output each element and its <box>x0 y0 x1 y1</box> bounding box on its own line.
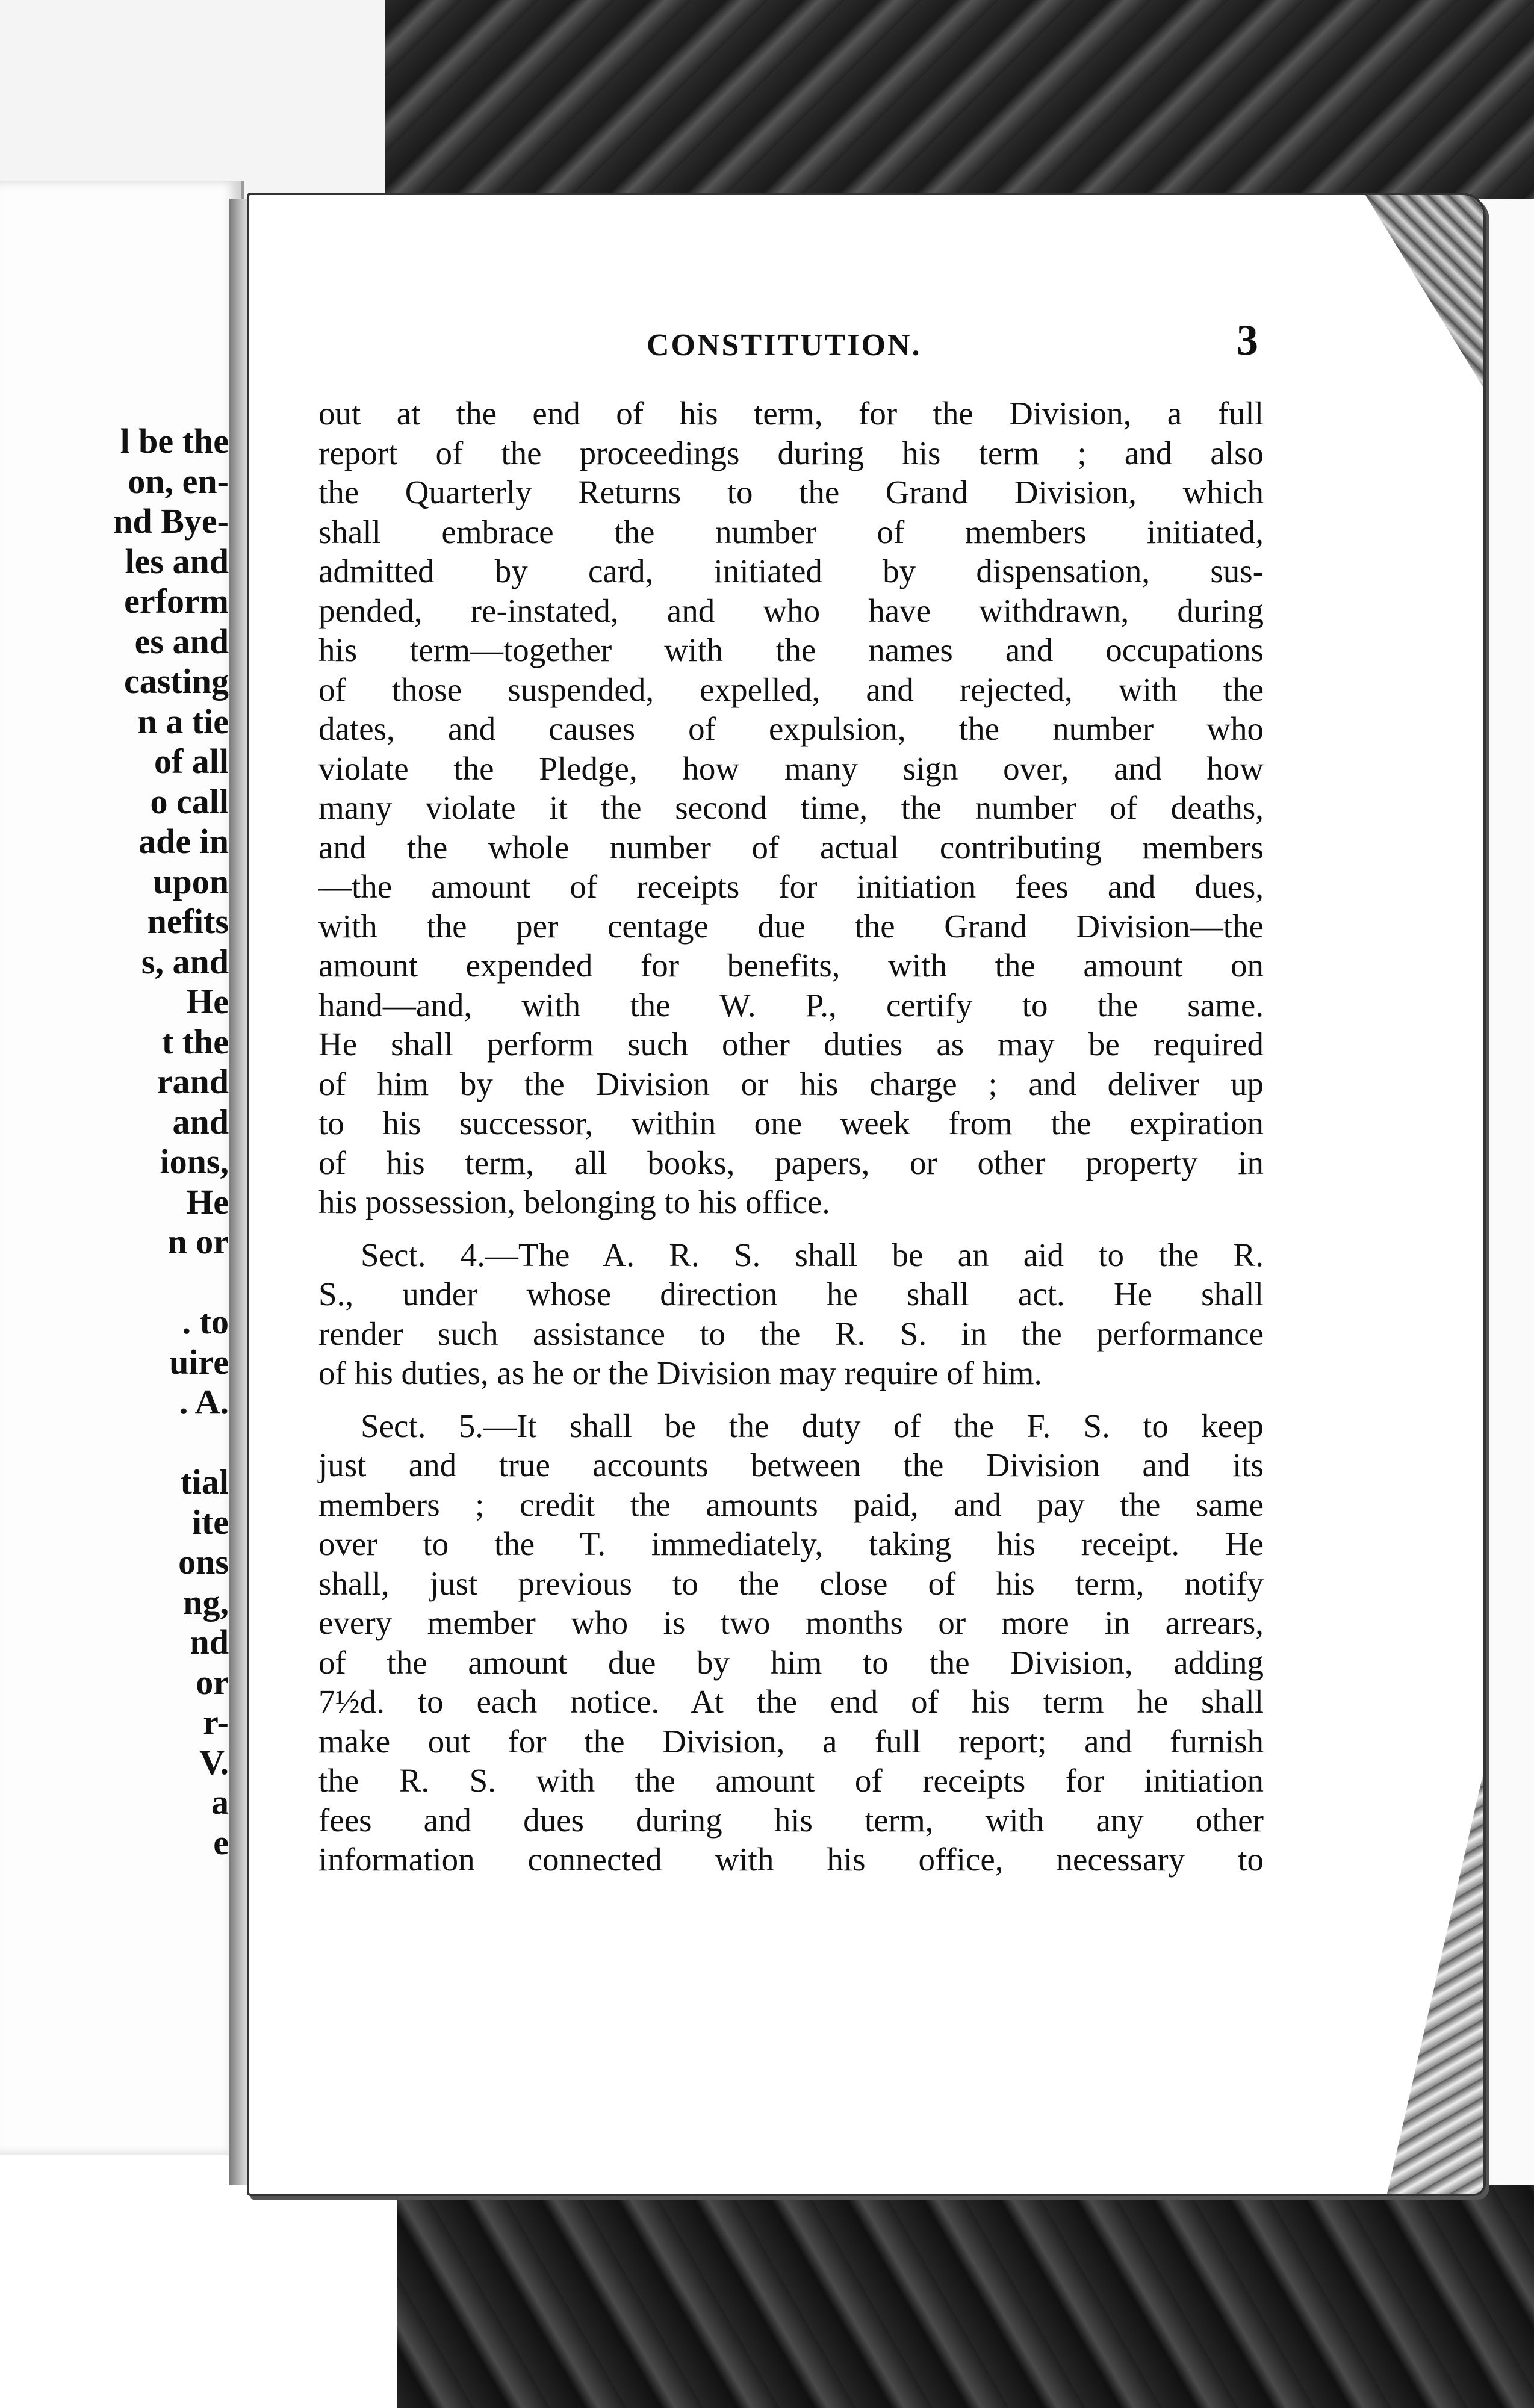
left-page-line: He <box>186 982 229 1021</box>
text-line: pended, re-instated, and who have withdrawn, during <box>318 592 1264 629</box>
left-page-line: rand <box>157 1062 229 1101</box>
text-line: fees and dues during his term, with any other <box>318 1801 1264 1839</box>
text-line: just and true accounts between the Division and its <box>318 1447 1264 1483</box>
left-page-line: ite <box>191 1502 229 1542</box>
text-line: report of the proceedings during his term ; and also <box>318 434 1264 471</box>
text-line: the R. S. with the amount of receipts for initiation <box>318 1762 1264 1799</box>
paragraph-gap <box>318 1393 1264 1406</box>
page-corner-top-right <box>1315 195 1483 388</box>
text-line: S., under whose direction he shall act. He shall <box>318 1276 1264 1312</box>
left-page-line: uire <box>169 1342 229 1382</box>
text-line: of his term, all books, papers, or other property in <box>318 1144 1264 1181</box>
left-page-line: upon <box>153 861 229 901</box>
left-page-line: ng, <box>183 1582 229 1622</box>
left-page-line: n or <box>167 1222 229 1261</box>
text-line: of the amount due by him to the Division, adding <box>318 1643 1264 1681</box>
text-line: information connected with his office, necessary to <box>318 1841 1264 1878</box>
text-line: —the amount of receipts for initiation fees and dues, <box>318 868 1264 905</box>
text-line: Sect. 5.—It shall be the duty of the F. S. to keep <box>361 1407 1264 1444</box>
text-line: shall embrace the number of members initiated, <box>318 513 1264 550</box>
text-line: 7½d. to each notice. At the end of his term he shall <box>318 1683 1264 1720</box>
text-line: the Quarterly Returns to the Grand Division, which <box>318 474 1264 510</box>
page-number: 3 <box>1237 316 1258 364</box>
left-page-line: and <box>172 1102 229 1141</box>
text-line: render such assistance to the R. S. in the performance <box>318 1315 1264 1352</box>
paragraph-gap <box>318 1222 1264 1235</box>
text-line: members ; credit the amounts paid, and pay the same <box>318 1486 1264 1523</box>
text-line: with the per centage due the Grand Division—the <box>318 907 1264 945</box>
left-page-line: . A. <box>179 1382 229 1421</box>
left-page-line: s, and <box>141 942 229 981</box>
text-line: admitted by card, initiated by dispensation, sus- <box>318 553 1264 589</box>
text-line: out at the end of his term, for the Division, a full <box>318 395 1264 432</box>
left-page-fragment <box>0 181 244 2155</box>
left-page-line: ons <box>178 1542 229 1581</box>
text-line: He shall perform such other duties as may be required <box>318 1026 1264 1063</box>
left-page-line: He <box>186 1182 229 1221</box>
text-line: of his duties, as he or the Division may require of him. <box>318 1354 1043 1391</box>
left-page-line: . to <box>182 1302 229 1341</box>
text-line: amount expended for benefits, with the amount on <box>318 947 1264 984</box>
text-line: many violate it the second time, the number of deaths, <box>318 789 1264 826</box>
left-page-line: V. <box>199 1742 229 1782</box>
text-line: hand—and, with the W. P., certify to the same. <box>318 986 1264 1023</box>
left-page-line: nefits <box>147 902 229 941</box>
background-bottom <box>397 2185 1534 2408</box>
text-line: Sect. 4.—The A. R. S. shall be an aid to the R. <box>361 1236 1264 1273</box>
paragraph-1 <box>318 394 1264 1222</box>
text-line: over to the T. immediately, taking his receipt. He <box>318 1525 1264 1562</box>
left-page-line: ions, <box>160 1142 229 1181</box>
page-corner-bottom-right <box>1363 1772 1483 2194</box>
text-line: of those suspended, expelled, and rejected, with the <box>318 671 1264 708</box>
left-page-line: les and <box>125 541 229 581</box>
left-page-line: l be the <box>120 421 229 461</box>
left-page-line: or <box>196 1662 229 1702</box>
text-line: his term—together with the names and occupations <box>318 631 1264 668</box>
text-line: and the whole number of actual contributing members <box>318 828 1264 866</box>
text-line: violate the Pledge, how many sign over, and how <box>318 749 1264 787</box>
left-page-line: nd Bye- <box>113 501 229 541</box>
text-line: to his successor, within one week from the expiration <box>318 1105 1264 1141</box>
left-page-line: o call <box>150 781 229 821</box>
body-text <box>318 394 1264 1879</box>
text-line: shall, just previous to the close of his term, notify <box>318 1565 1264 1602</box>
running-head: CONSTITUTION. <box>647 328 922 362</box>
text-line: make out for the Division, a full report; and furnish <box>318 1722 1264 1760</box>
left-page-line: of all <box>154 742 229 781</box>
text-line: of him by the Division or his charge ; and deliver up <box>318 1065 1264 1102</box>
left-page-line: a <box>211 1783 229 1822</box>
text-line: his possession, belonging to his office. <box>318 1184 830 1220</box>
main-page <box>247 193 1486 2196</box>
background-top <box>385 0 1534 199</box>
left-page-line: r- <box>203 1702 229 1742</box>
left-page-line: e <box>213 1822 229 1862</box>
left-page-line: on, en- <box>128 461 229 501</box>
left-page-line: tial <box>180 1462 229 1501</box>
left-page-line: n a tie <box>137 701 229 741</box>
text-line: every member who is two months or more in arrears, <box>318 1604 1264 1641</box>
text-line: dates, and causes of expulsion, the number who <box>318 710 1264 747</box>
left-page-line: casting <box>124 662 229 701</box>
left-page-line: t the <box>161 1022 229 1061</box>
left-page-line: ade in <box>138 822 229 861</box>
left-page-line: nd <box>190 1622 229 1662</box>
background-left-top <box>0 0 385 199</box>
paragraph-3 <box>318 1406 1264 1879</box>
paragraph-2 <box>318 1235 1264 1393</box>
left-page-line: erform <box>124 582 229 621</box>
left-page-line: es and <box>134 621 229 661</box>
